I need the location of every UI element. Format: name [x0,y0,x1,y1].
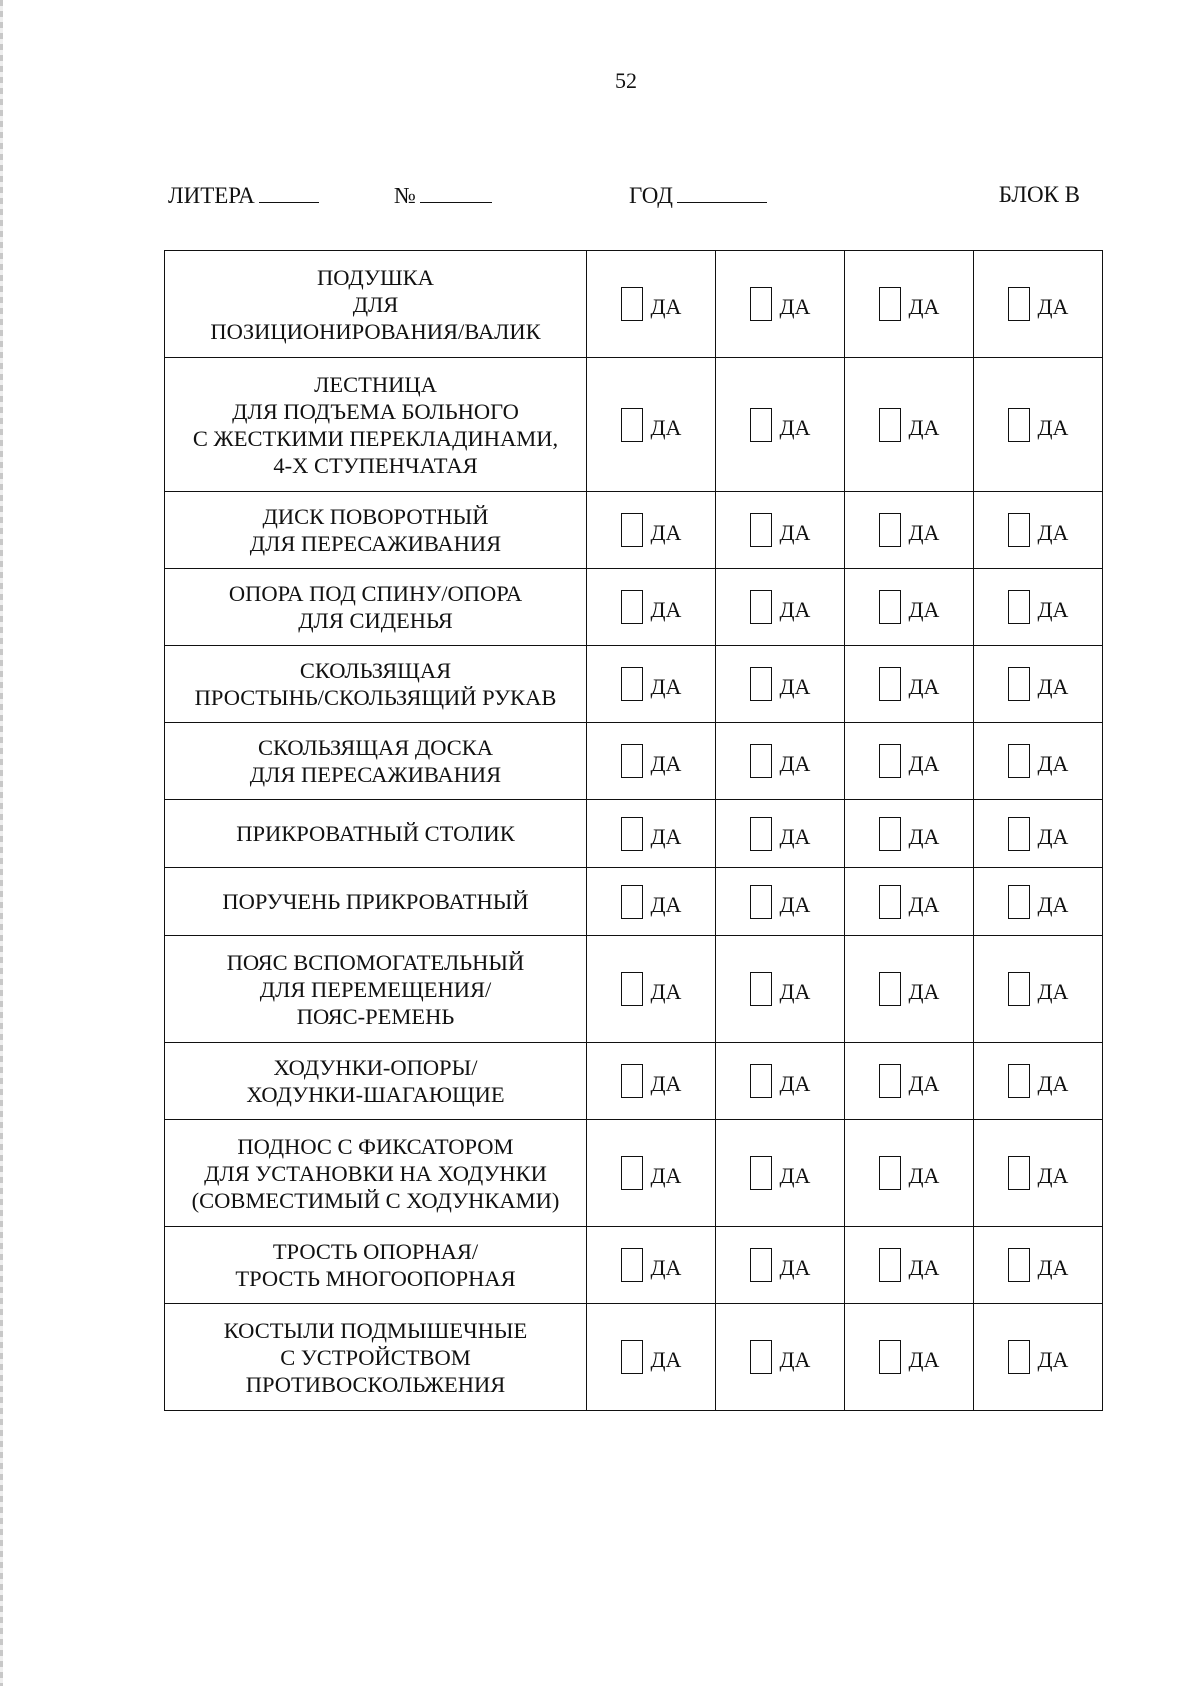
yes-label: ДА [1037,1163,1069,1188]
yes-label: ДА [650,1255,682,1280]
litera-label: ЛИТЕРА [168,183,255,208]
table-row [165,1120,1103,1227]
option-cell [974,569,1103,646]
option-cell [974,1304,1103,1411]
yes-checkbox[interactable] [621,744,643,778]
option-cell [716,646,845,723]
yes-label: ДА [650,674,682,699]
option-cell [587,569,716,646]
option-cell [716,1120,845,1227]
option-yes [845,885,973,919]
table-row [165,646,1103,723]
option-yes [845,408,973,442]
option-yes [587,513,715,547]
number-blank[interactable] [420,182,492,203]
option-yes [716,1064,844,1098]
option-cell [974,723,1103,800]
option-cell [716,1304,845,1411]
yes-checkbox[interactable] [621,590,643,624]
option-yes [845,744,973,778]
litera-blank[interactable] [259,182,319,203]
yes-checkbox[interactable] [879,1156,901,1190]
yes-checkbox[interactable] [1008,667,1030,701]
item-name-cell: СКОЛЬЗЯЩАЯ ДОСКА ДЛЯ ПЕРЕСАЖИВАНИЯ [165,723,587,800]
table-row [165,569,1103,646]
option-cell [974,1120,1103,1227]
year-blank[interactable] [677,182,767,203]
option-yes [974,1340,1102,1374]
option-yes [716,972,844,1006]
option-cell [716,800,845,868]
option-yes [845,667,973,701]
option-yes [974,408,1102,442]
option-cell [587,1120,716,1227]
option-cell [974,492,1103,569]
option-yes [587,287,715,321]
option-yes [974,744,1102,778]
item-name-cell: СКОЛЬЗЯЩАЯ ПРОСТЫНЬ/СКОЛЬЗЯЩИЙ РУКАВ [165,646,587,723]
item-name-cell: ПОДНОС С ФИКСАТОРОМ ДЛЯ УСТАНОВКИ НА ХОДУНКИ (СОВМЕСТИМЫЙ С ХОДУНКАМИ) [165,1120,587,1227]
yes-label: ДА [1037,520,1069,545]
yes-checkbox[interactable] [879,408,901,442]
option-yes [974,287,1102,321]
yes-label: ДА [1037,891,1069,917]
option-yes [845,817,973,851]
yes-label: ДА [1037,414,1069,440]
yes-checkbox[interactable] [1008,972,1030,1006]
scan-edge [0,0,3,1686]
option-cell [587,1043,716,1120]
yes-label: ДА [779,294,811,319]
option-cell [587,492,716,569]
option-yes [716,1340,844,1374]
yes-checkbox[interactable] [621,1156,643,1190]
yes-checkbox[interactable] [750,1064,772,1098]
yes-label: ДА [908,520,940,545]
option-cell [974,1043,1103,1120]
yes-checkbox[interactable] [750,667,772,701]
litera-field [168,182,319,209]
option-yes [716,744,844,778]
table-row [165,251,1103,358]
yes-checkbox[interactable] [621,1064,643,1098]
item-name-cell: ХОДУНКИ-ОПОРЫ/ ХОДУНКИ-ШАГАЮЩИЕ [165,1043,587,1120]
year-field [629,182,767,209]
yes-checkbox[interactable] [1008,885,1030,919]
yes-checkbox[interactable] [879,513,901,547]
yes-label: ДА [1037,674,1069,699]
option-cell [716,868,845,936]
option-yes [716,667,844,701]
option-cell [974,646,1103,723]
yes-label: ДА [1037,1071,1069,1096]
table-row [165,723,1103,800]
option-cell [974,800,1103,868]
equipment-table [164,250,1103,1411]
option-yes [716,590,844,624]
table-row [165,936,1103,1043]
table-row [165,1227,1103,1304]
option-yes [716,885,844,919]
yes-checkbox[interactable] [750,972,772,1006]
block-label: БЛОК В [998,182,1080,207]
yes-label: ДА [908,891,940,917]
option-cell [974,868,1103,936]
option-cell [587,646,716,723]
option-yes [716,817,844,851]
yes-checkbox[interactable] [1008,1156,1030,1190]
option-yes [716,1248,844,1282]
option-yes [587,667,715,701]
option-cell [587,251,716,358]
yes-checkbox[interactable] [750,408,772,442]
yes-label: ДА [779,414,811,440]
yes-checkbox[interactable] [750,1156,772,1190]
yes-label: ДА [908,1163,940,1188]
option-cell [716,1227,845,1304]
yes-label: ДА [650,1071,682,1096]
yes-label: ДА [779,597,811,622]
yes-checkbox[interactable] [1008,817,1030,851]
option-yes [587,817,715,851]
option-cell [845,1227,974,1304]
option-cell [845,800,974,868]
option-cell [587,723,716,800]
option-yes [587,1064,715,1098]
item-name-cell: ДИСК ПОВОРОТНЫЙ ДЛЯ ПЕРЕСАЖИВАНИЯ [165,492,587,569]
item-name-cell: ЛЕСТНИЦА ДЛЯ ПОДЪЕМА БОЛЬНОГО С ЖЕСТКИМИ ПЕРЕКЛАДИНАМИ, 4-Х СТУПЕНЧАТАЯ [165,358,587,492]
option-cell [716,723,845,800]
yes-checkbox[interactable] [879,667,901,701]
yes-label: ДА [779,891,811,917]
option-cell [845,646,974,723]
option-yes [587,590,715,624]
option-cell [587,800,716,868]
option-cell [716,1043,845,1120]
option-cell [716,251,845,358]
option-yes [587,885,715,919]
option-yes [974,590,1102,624]
yes-label: ДА [779,1163,811,1188]
option-yes [845,590,973,624]
table-row [165,800,1103,868]
option-yes [587,1340,715,1374]
equipment-table-body [165,251,1103,1411]
table-row [165,492,1103,569]
option-yes [974,972,1102,1006]
page-number: 52 [615,68,637,93]
yes-label: ДА [908,1255,940,1280]
yes-label: ДА [908,751,940,776]
option-yes [845,972,973,1006]
table-row [165,868,1103,936]
yes-label: ДА [779,674,811,699]
option-yes [587,408,715,442]
option-cell [974,358,1103,492]
option-yes [587,1248,715,1282]
yes-label: ДА [779,751,811,776]
yes-label: ДА [650,1347,682,1372]
item-name-cell: ТРОСТЬ ОПОРНАЯ/ ТРОСТЬ МНОГООПОРНАЯ [165,1227,587,1304]
yes-checkbox[interactable] [621,667,643,701]
option-cell [716,569,845,646]
option-yes [716,513,844,547]
yes-label: ДА [650,751,682,776]
option-yes [587,744,715,778]
option-yes [845,1340,973,1374]
yes-checkbox[interactable] [879,744,901,778]
option-cell [587,936,716,1043]
yes-label: ДА [650,414,682,440]
table-row [165,1304,1103,1411]
yes-label: ДА [908,823,940,849]
option-cell [845,1120,974,1227]
option-cell [716,492,845,569]
option-yes [845,1248,973,1282]
yes-label: ДА [650,1163,682,1188]
option-cell [587,358,716,492]
yes-checkbox[interactable] [621,885,643,919]
yes-label: ДА [650,294,682,319]
item-name-cell: ПОЯС ВСПОМОГАТЕЛЬНЫЙ ДЛЯ ПЕРЕМЕЩЕНИЯ/ ПОЯС-РЕМЕНЬ [165,936,587,1043]
yes-label: ДА [1037,751,1069,776]
yes-label: ДА [650,891,682,917]
item-name-cell: ПОДУШКА ДЛЯ ПОЗИЦИОНИРОВАНИЯ/ВАЛИК [165,251,587,358]
option-yes [974,885,1102,919]
yes-label: ДА [650,597,682,622]
yes-checkbox[interactable] [1008,1248,1030,1282]
option-cell [716,936,845,1043]
option-yes [974,817,1102,851]
number-label: № [394,183,416,208]
table-row [165,1043,1103,1120]
yes-label: ДА [908,1347,940,1372]
item-name-cell: КОСТЫЛИ ПОДМЫШЕЧНЫЕ С УСТРОЙСТВОМ ПРОТИВОСКОЛЬЖЕНИЯ [165,1304,587,1411]
option-cell [716,358,845,492]
yes-checkbox[interactable] [621,1340,643,1374]
yes-label: ДА [908,979,940,1004]
option-yes [716,408,844,442]
yes-checkbox[interactable] [879,1248,901,1282]
yes-label: ДА [650,979,682,1004]
option-cell [845,569,974,646]
yes-checkbox[interactable] [750,1340,772,1374]
yes-label: ДА [1037,823,1069,849]
number-field [394,182,492,209]
yes-checkbox[interactable] [879,1340,901,1374]
option-yes [974,1156,1102,1190]
option-yes [974,667,1102,701]
yes-label: ДА [1037,294,1069,319]
option-yes [716,1156,844,1190]
option-cell [974,936,1103,1043]
yes-checkbox[interactable] [750,1248,772,1282]
yes-label: ДА [1037,979,1069,1004]
option-cell [845,1304,974,1411]
table-row [165,358,1103,492]
yes-label: ДА [779,1071,811,1096]
yes-checkbox[interactable] [750,817,772,851]
yes-checkbox[interactable] [879,885,901,919]
option-cell [587,1304,716,1411]
option-cell [845,492,974,569]
item-name-cell: ПОРУЧЕНЬ ПРИКРОВАТНЫЙ [165,868,587,936]
item-name-cell: ОПОРА ПОД СПИНУ/ОПОРА ДЛЯ СИДЕНЬЯ [165,569,587,646]
option-yes [845,1064,973,1098]
yes-label: ДА [908,1071,940,1096]
yes-checkbox[interactable] [750,590,772,624]
option-yes [845,287,973,321]
yes-checkbox[interactable] [621,287,643,321]
option-cell [845,1043,974,1120]
option-cell [845,723,974,800]
option-yes [587,972,715,1006]
yes-checkbox[interactable] [750,513,772,547]
yes-checkbox[interactable] [750,287,772,321]
option-yes [974,1064,1102,1098]
yes-checkbox[interactable] [750,885,772,919]
yes-label: ДА [779,520,811,545]
year-label: ГОД [629,183,673,208]
yes-label: ДА [1037,597,1069,622]
yes-checkbox[interactable] [750,744,772,778]
yes-checkbox[interactable] [879,1064,901,1098]
yes-checkbox[interactable] [1008,1064,1030,1098]
yes-checkbox[interactable] [621,408,643,442]
item-name-cell: ПРИКРОВАТНЫЙ СТОЛИК [165,800,587,868]
yes-label: ДА [650,520,682,545]
yes-label: ДА [779,1255,811,1280]
yes-label: ДА [779,823,811,849]
option-cell [587,1227,716,1304]
yes-label: ДА [1037,1255,1069,1280]
yes-checkbox[interactable] [1008,744,1030,778]
option-yes [587,1156,715,1190]
option-yes [974,513,1102,547]
option-cell [587,868,716,936]
yes-checkbox[interactable] [879,287,901,321]
yes-checkbox[interactable] [1008,408,1030,442]
option-cell [974,251,1103,358]
yes-label: ДА [908,597,940,622]
yes-label: ДА [779,1347,811,1372]
option-yes [974,1248,1102,1282]
yes-checkbox[interactable] [621,817,643,851]
yes-checkbox[interactable] [1008,287,1030,321]
yes-checkbox[interactable] [1008,1340,1030,1374]
option-cell [845,251,974,358]
form-header [168,182,1080,212]
yes-checkbox[interactable] [621,1248,643,1282]
option-yes [845,513,973,547]
yes-checkbox[interactable] [621,972,643,1006]
option-cell [974,1227,1103,1304]
yes-label: ДА [908,414,940,440]
option-cell [845,358,974,492]
yes-checkbox[interactable] [879,972,901,1006]
yes-checkbox[interactable] [1008,590,1030,624]
option-cell [845,936,974,1043]
yes-checkbox[interactable] [879,817,901,851]
yes-label: ДА [1037,1347,1069,1372]
option-cell [845,868,974,936]
option-yes [716,287,844,321]
yes-label: ДА [650,823,682,849]
yes-label: ДА [779,979,811,1004]
yes-checkbox[interactable] [621,513,643,547]
yes-checkbox[interactable] [879,590,901,624]
yes-label: ДА [908,674,940,699]
option-yes [845,1156,973,1190]
yes-checkbox[interactable] [1008,513,1030,547]
yes-label: ДА [908,294,940,319]
